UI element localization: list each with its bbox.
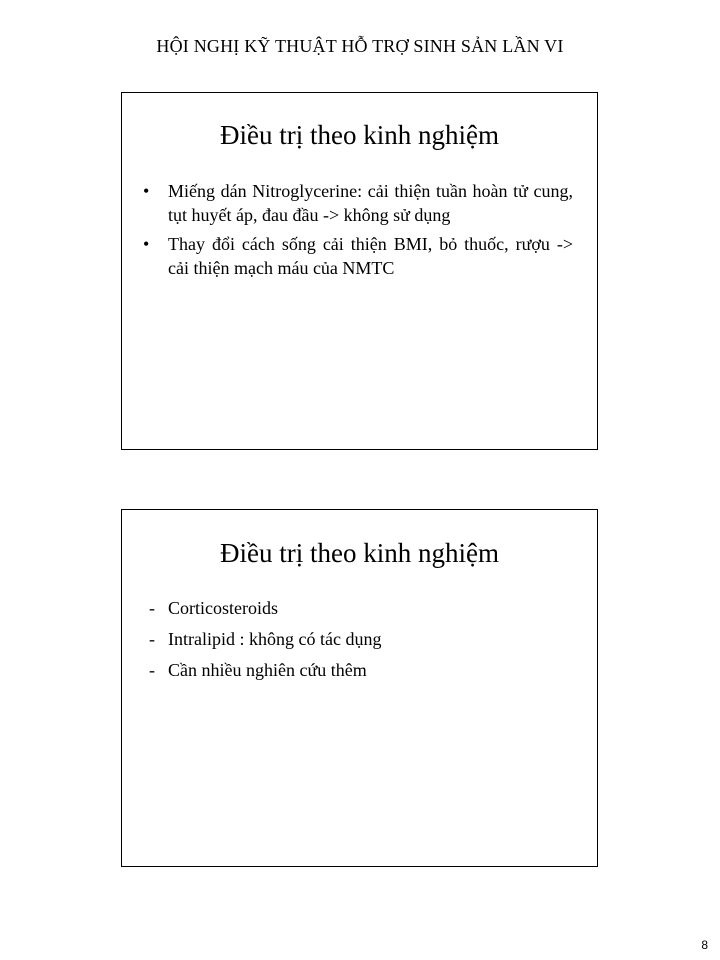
dash-marker: - [149,660,155,680]
slide-title: Điều trị theo kinh nghiệm [220,538,499,568]
list-item [149,596,381,620]
dash-marker: - [149,598,155,618]
page-number: 8 [701,938,708,952]
bullet-list [141,179,573,285]
list-item-text: Miếng dán Nitroglycerine: cải thiện tuần hoàn tử cung, tụt huyết áp, đau đầu -> không sử dụng [168,181,573,225]
document-header: HỘI NGHỊ KỸ THUẬT HỖ TRỢ SINH SẢN LẦN VI [156,36,564,56]
slide-thumbnail-1 [121,92,598,450]
bullet-marker: • [143,181,150,201]
list-item-text: Cần nhiều nghiên cứu thêm [168,660,367,680]
dash-list [149,596,381,689]
slide-title: Điều trị theo kinh nghiệm [220,120,499,150]
list-item-text: Intralipid : không có tác dụng [168,629,382,649]
list-item [141,232,573,280]
list-item-text: Thay đổi cách sống cải thiện BMI, bỏ thuốc, rượu -> cải thiện mạch máu của NMTC [168,234,573,278]
list-item [149,627,381,651]
dash-marker: - [149,629,155,649]
list-item [141,179,573,227]
bullet-marker: • [143,234,150,254]
slide-thumbnail-2 [121,509,598,867]
list-item-text: Corticosteroids [168,598,278,618]
list-item [149,658,381,682]
